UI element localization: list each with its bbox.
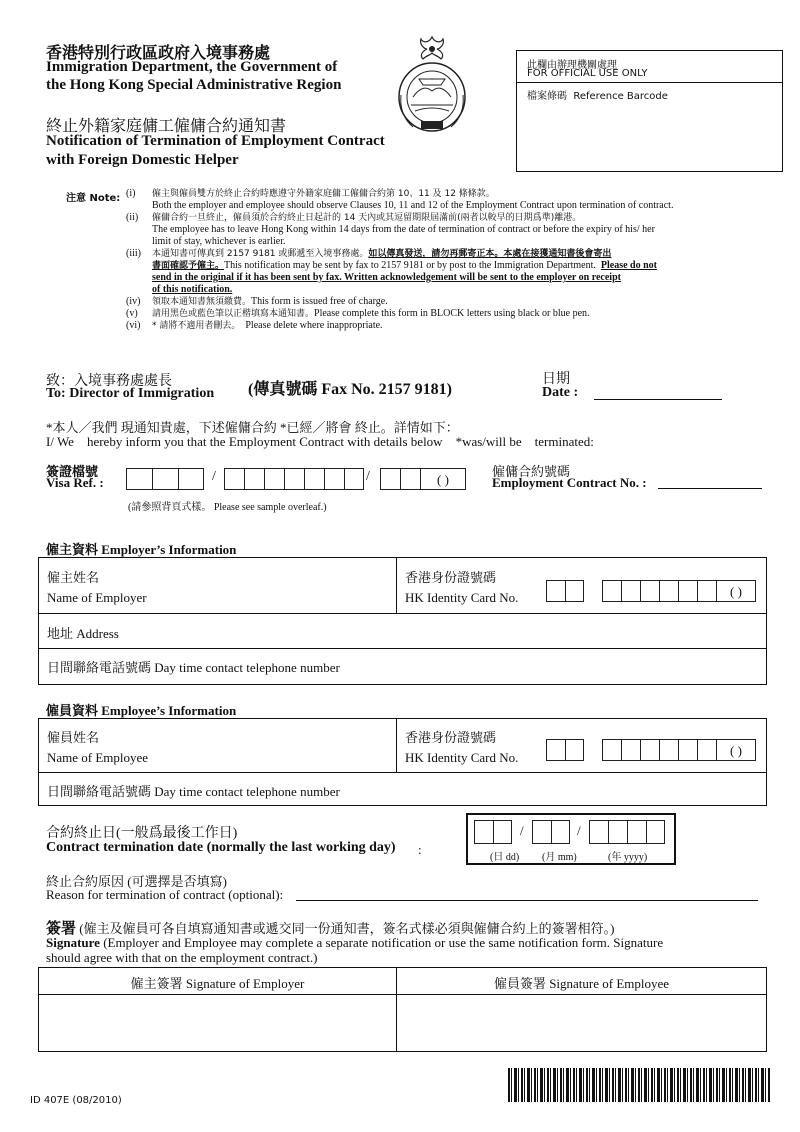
termination-date-colon: : [418, 842, 422, 857]
employee-info-table [38, 718, 767, 806]
visa-ref-label-zh: 簽證檔號 [46, 464, 99, 479]
termination-month-boxes[interactable] [532, 820, 570, 844]
termination-year-boxes[interactable] [589, 820, 665, 844]
employer-name-label-en: Name of Employer [47, 590, 147, 605]
visa-ref-slash-1: / [212, 469, 216, 484]
department-name-zh: 香港特別行政區政府入境事務處 [46, 45, 271, 62]
department-name-en-line2: the Hong Kong Special Administrative Region [46, 77, 342, 93]
notes-heading: 注意 Note: [66, 193, 121, 204]
signature-note-en: Signature (Employer and Employee may complete a separate notification or use the same notification form. Signature should agree with that on the employment contract.) [46, 935, 664, 965]
contract-no-input[interactable] [658, 474, 762, 489]
termination-date-slash-1: / [520, 823, 524, 838]
employer-name-input[interactable] [189, 566, 389, 608]
employee-name-label-zh: 僱員姓名 [47, 730, 100, 745]
date-input[interactable] [594, 383, 722, 400]
official-use-label-en: FOR OFFICIAL USE ONLY [527, 68, 648, 79]
visa-ref-label-en: Visa Ref. : [46, 475, 104, 490]
employer-hkid-label-en: HK Identity Card No. [405, 590, 519, 605]
reason-label-zh: 終止合約原因 (可選擇是否填寫) [46, 874, 227, 889]
termination-date-label-en: Contract termination date (normally the last working day) [46, 840, 396, 855]
visa-ref-part1-boxes[interactable] [126, 468, 204, 490]
form-title-en-line1: Notification of Termination of Employment Contract [46, 133, 385, 149]
employer-signature-field[interactable] [43, 998, 393, 1048]
employee-phone-label: 日間聯絡電話號碼 Day time contact telephone number [47, 784, 340, 799]
employee-signature-label: 僱員簽署 Signature of Employee [493, 976, 670, 991]
contract-no-label-en: Employment Contract No. : [492, 475, 647, 490]
employer-signature-label: 僱主簽署 Signature of Employer [130, 976, 305, 991]
visa-ref-sample-note: (請參照背頁式樣。 Please see sample overleaf.) [128, 502, 327, 513]
employer-info-table [38, 557, 767, 685]
visa-ref-part3-boxes[interactable]: ( ) [380, 468, 466, 490]
termination-date-label-zh: 合約終止日(一般爲最後工作日) [46, 826, 238, 841]
employee-hkid-digit-boxes[interactable]: ( ) [602, 739, 756, 761]
employer-phone-label: 日間聯絡電話號碼 Day time contact telephone number [47, 660, 340, 675]
hk-immigration-emblem-icon [393, 35, 471, 135]
employee-section-heading: 僱員資料 Employee’s Information [46, 703, 237, 718]
form-title-en-line2: with Foreign Domestic Helper [46, 152, 239, 168]
employee-phone-input[interactable] [359, 776, 759, 802]
employer-name-label-zh: 僱主姓名 [47, 570, 100, 585]
department-name-en-line1: Immigration Department, the Government of [46, 59, 338, 75]
termination-date-slash-2: / [577, 823, 581, 838]
note-item-4: (iv) 領取本通知書無須繳費。This form is issued free of charge. [126, 296, 388, 307]
visa-ref-part2-boxes[interactable] [224, 468, 364, 490]
fax-number: (傳真號碼 Fax No. 2157 9181) [248, 381, 452, 398]
note-item-2: (ii) 僱傭合約一旦終止，僱員須於合約終止日起計的 14 天內或其逗留期限屆滿前(兩者以較早的日期爲準)離港。 The employee has to leave Hong Kong within 14 days from the date of termination of contract or before the expiry of his/ her limit of stay, whichever is earlier. [126, 212, 655, 247]
reason-input[interactable] [296, 886, 758, 901]
form-title-zh: 終止外籍家庭傭工僱傭合約通知書 [46, 118, 287, 135]
employer-hkid-prefix-boxes[interactable] [546, 580, 584, 602]
employee-hkid-prefix-boxes[interactable] [546, 739, 584, 761]
employer-address-label: 地址 Address [47, 626, 119, 641]
employer-address-input[interactable] [129, 618, 759, 646]
note-item-3: (iii) 本通知書可傳真到 2157 9181 或郵遞至入境事務處。如以傳真發送，請勿再郵寄正本。本處在接獲通知書後會寄出 書面確認予僱主。This notification may be sent by fax to 2157 9181 or by post to the Immigration Department. Please do not send in the original if it has been sent by fax. Written acknowledgement will be sent to the employer on receipt of this notification. [126, 248, 657, 295]
employee-name-input[interactable] [189, 725, 389, 767]
date-label-en: Date : [542, 385, 579, 400]
form-id-footer: ID 407E (08/2010) [30, 1095, 122, 1106]
signature-note-zh: 簽署 (僱主及僱員可各自填寫通知書或遞交同一份通知書，簽名式樣必須與僱傭合約上的簽署相符。) [46, 921, 615, 937]
employee-name-label-en: Name of Employee [47, 750, 149, 765]
termination-dd-caption: (日 dd) [490, 852, 520, 863]
employer-hkid-digit-boxes[interactable]: ( ) [602, 580, 756, 602]
official-use-label-zh: 此欄由辦理機關處理 [527, 60, 617, 71]
note-item-6: (vi) * 請將不適用者刪去。 Please delete where inappropriate. [126, 320, 383, 331]
employee-hkid-label-en: HK Identity Card No. [405, 750, 519, 765]
employer-phone-input[interactable] [359, 652, 759, 680]
employee-signature-field[interactable] [401, 998, 763, 1048]
employer-hkid-label-zh: 香港身份證號碼 [405, 570, 497, 585]
date-label-zh: 日期 [542, 372, 570, 387]
notes-list [126, 188, 736, 332]
employer-section-heading: 僱主資料 Employer’s Information [46, 542, 237, 557]
addressee-zh: 致：入境事務處處長 [46, 374, 172, 389]
note-item-5: (v) 請用黑色或藍色筆以正楷填寫本通知書。Please complete this form in BLOCK letters using black or blue pen. [126, 308, 590, 319]
note-item-1: (i) 僱主與僱員雙方於終止合約時應遵守外籍家庭傭工僱傭合約第 10、11 及 12 條條款。 Both the employer and employee should observe Clauses 10, 11 and 12 of the Employment Contract upon termination of contract. [126, 188, 674, 211]
signature-table [38, 967, 767, 1052]
termination-day-boxes[interactable] [474, 820, 512, 844]
visa-ref-slash-2: / [366, 469, 370, 484]
official-use-box [516, 50, 783, 172]
termination-mm-caption: (月 mm) [542, 852, 577, 863]
contract-no-label-zh: 僱傭合約號碼 [492, 464, 571, 479]
inform-statement-zh: *本人／我們 現通知貴處，下述僱傭合約 *已經／將會 終止。詳情如下： [46, 420, 459, 435]
addressee-en: To: Director of Immigration [46, 386, 215, 401]
employee-hkid-label-zh: 香港身份證號碼 [405, 730, 497, 745]
reason-label-en: Reason for termination of contract (optional): [46, 887, 284, 902]
termination-yyyy-caption: (年 yyyy) [608, 852, 648, 863]
barcode [508, 1068, 770, 1102]
inform-statement-en: I/ We hereby inform you that the Employment Contract with details below *was/will be terminated: [46, 434, 594, 449]
reference-barcode-label: 檔案條碼 Reference Barcode [527, 91, 668, 102]
termination-date-box [466, 813, 676, 865]
